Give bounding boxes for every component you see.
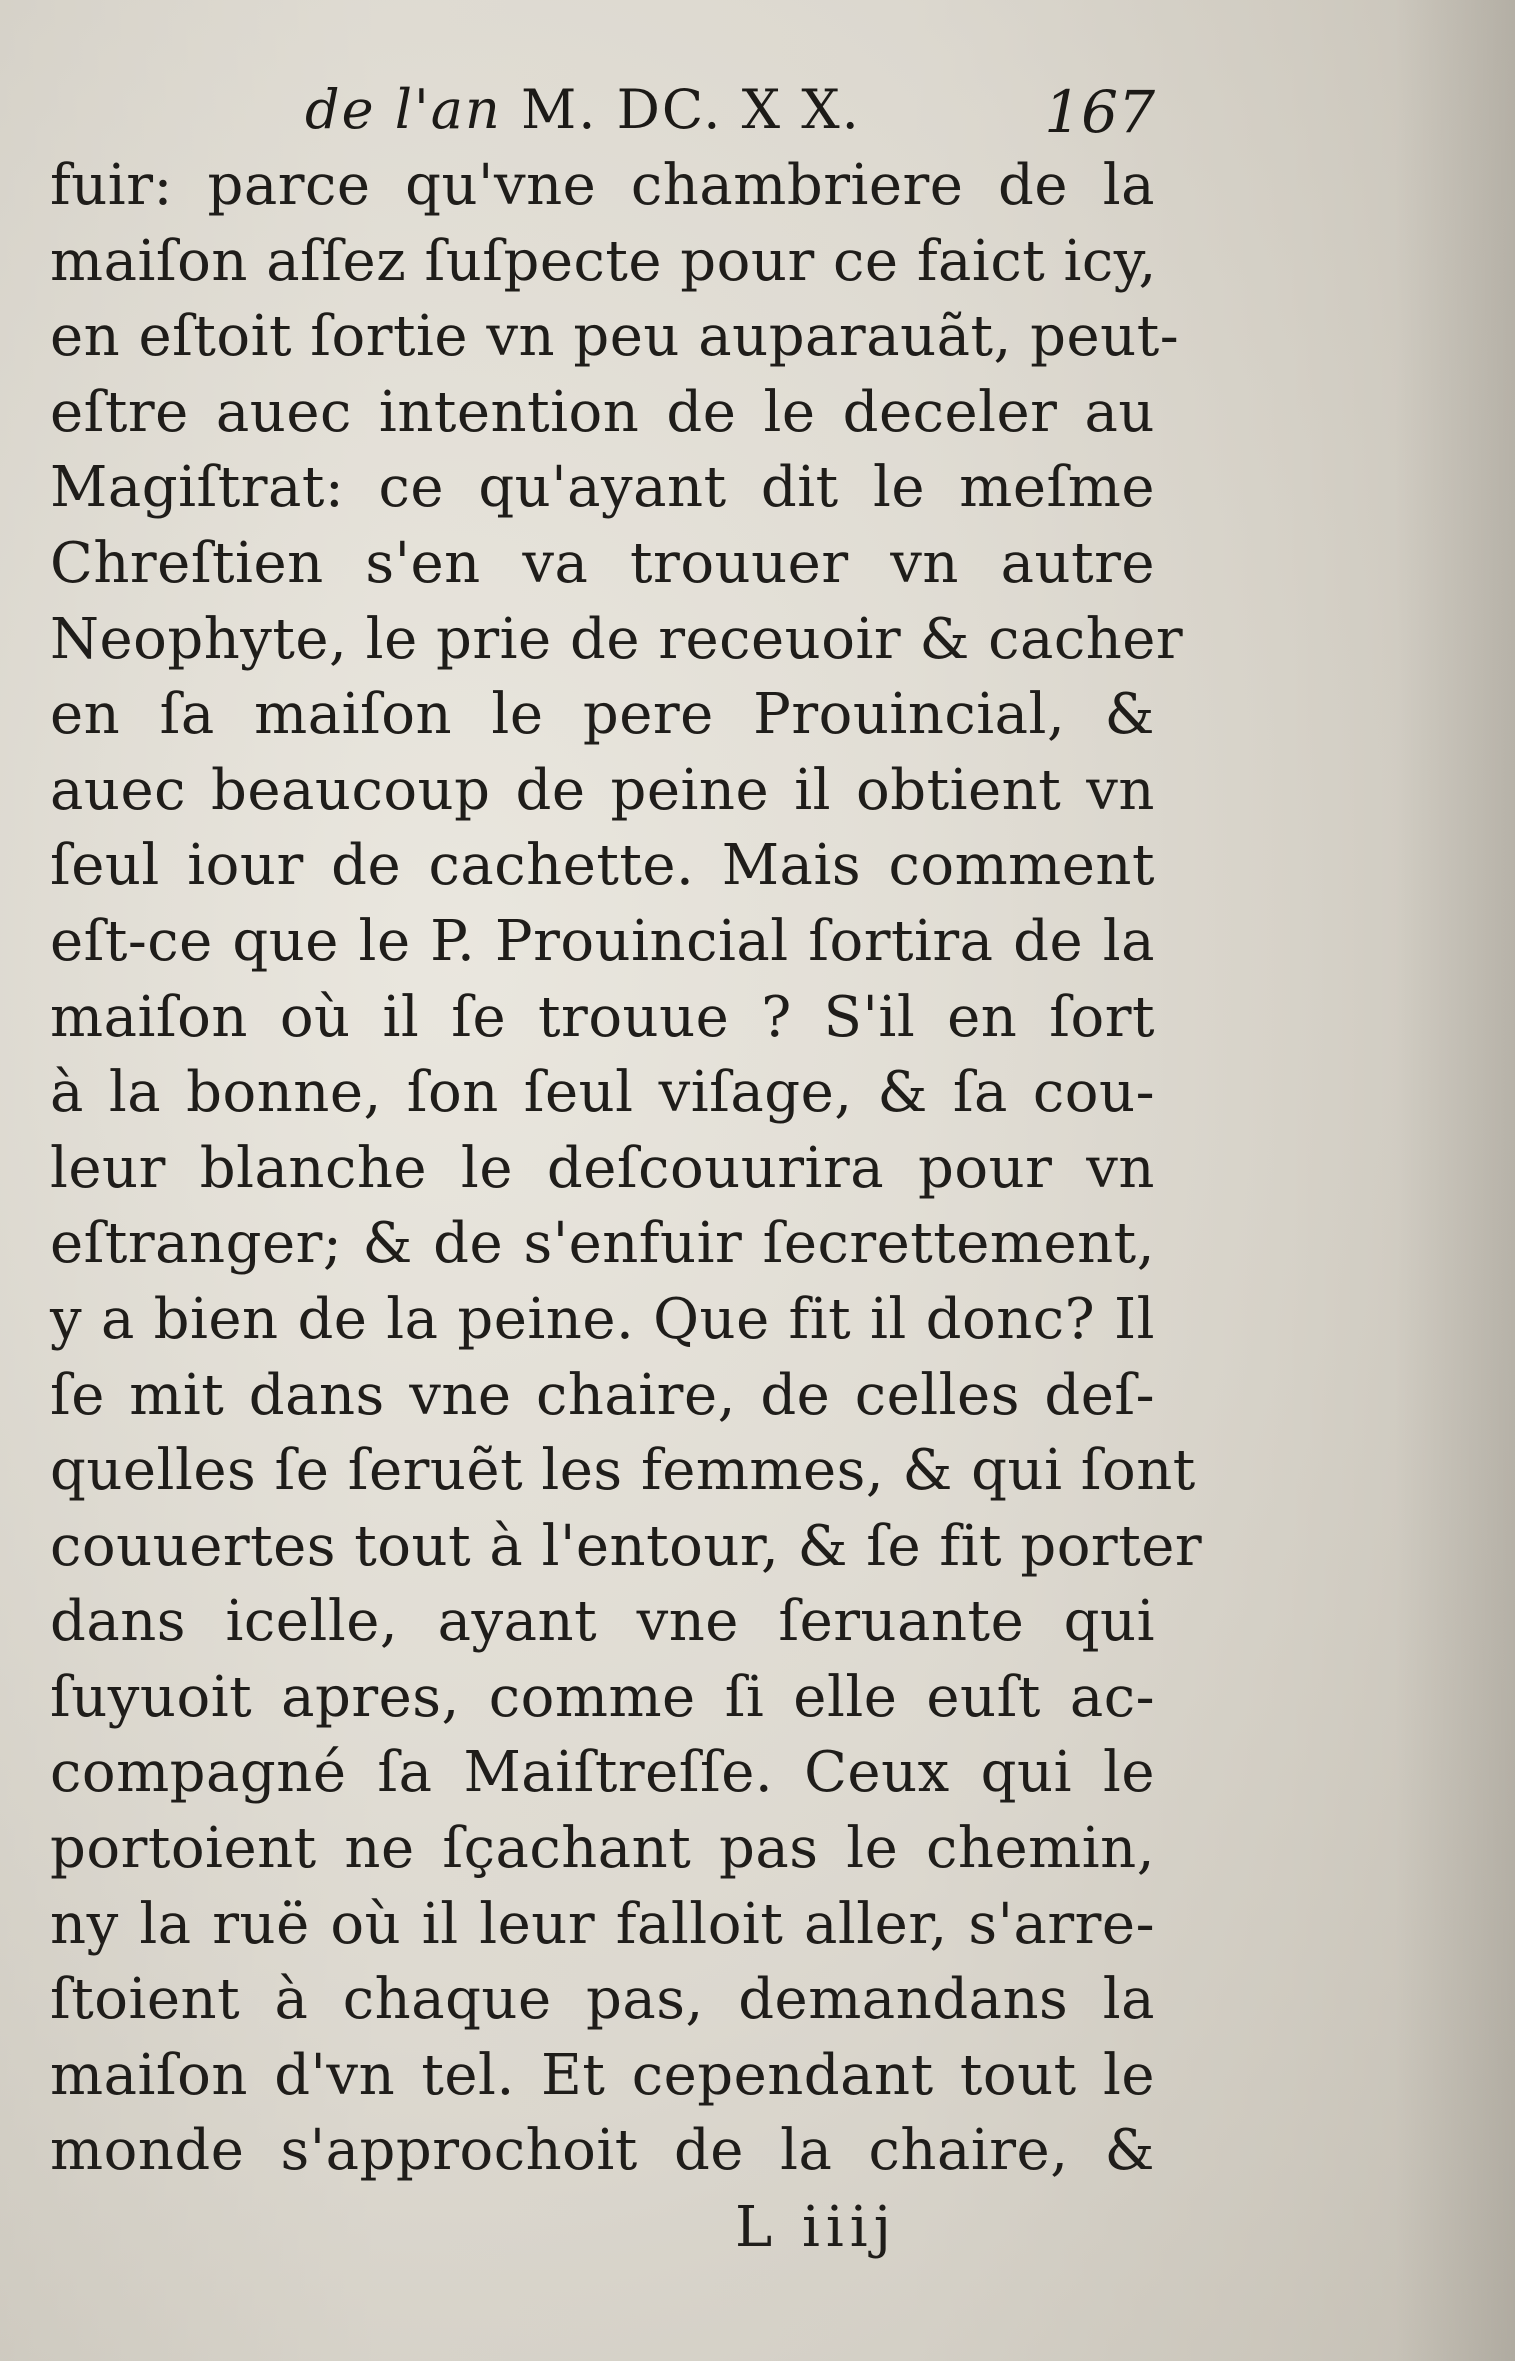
text-line: à la bonne, ſon ſeul viſage, & ſa cou- [50,1060,1155,1126]
text-line: compagné ſa Maiſtreſſe. Ceux qui le [50,1740,1155,1806]
text-line: quelles ſe ſeruẽt les femmes, & qui ſont [50,1438,1196,1504]
page-number: 167 [1044,78,1155,146]
running-title-year: M. DC. X X. [520,78,861,141]
text-line: eſtranger; & de s'enfuir ſecrettement, [50,1211,1155,1277]
text-line: en eſtoit ſortie vn peu auparauãt, peut- [50,304,1180,370]
text-line: Neophyte, le prie de receuoir & cacher [50,606,1184,672]
body-text [50,148,1203,2189]
text-line: leur blanche le deſcouurira pour vn [50,1135,1155,1201]
text-line: fuir: parce qu'vne chambriere de la [50,153,1155,218]
text-line: portoient ne ſçachant pas le chemin, [50,1816,1155,1882]
text-line: eſtre auec intention de le deceler au [50,379,1155,445]
text-line: ſuyuoit apres, comme ſi elle euſt ac- [50,1664,1155,1730]
text-line: monde s'approchoit de la chaire, & [50,2118,1155,2184]
text-line: maiſon d'vn tel. Et cependant tout le [50,2042,1155,2108]
page-header [50,78,1155,158]
running-title-italic: de l'an [305,78,502,141]
text-line: en ſa maiſon le pere Prouincial, & [50,682,1155,748]
text-line: auec beaucoup de peine il obtient vn [50,757,1155,823]
text-line: ny la ruë où il leur falloit aller, s'arre- [50,1891,1155,1957]
text-line: dans icelle, ayant vne ſeruante qui [50,1589,1155,1655]
text-line: maiſon où il ſe trouue ? S'il en ſort [50,984,1155,1050]
text-line: ſeul iour de cachette. Mais comment [50,833,1155,899]
text-line: Magiſtrat: ce qu'ayant dit le meſme [50,455,1155,521]
text-line: eſt-ce que le P. Prouincial ſortira de la [50,908,1155,974]
text-line: couuertes tout à l'entour, & ſe fit porter [50,1513,1203,1579]
text-line: maiſon aſſez ſuſpecte pour ce faict icy, [50,228,1157,294]
text-line: ſtoient à chaque pas, demandans la [50,1967,1155,2033]
running-title [305,78,861,141]
text-line: Chreſtien s'en va trouuer vn autre [50,530,1155,596]
text-line: y a bien de la peine. Que fit il donc? Il [50,1286,1155,1352]
signature-mark: L iiij [735,2195,898,2260]
text-line: ſe mit dans vne chaire, de celles deſ- [50,1362,1155,1428]
